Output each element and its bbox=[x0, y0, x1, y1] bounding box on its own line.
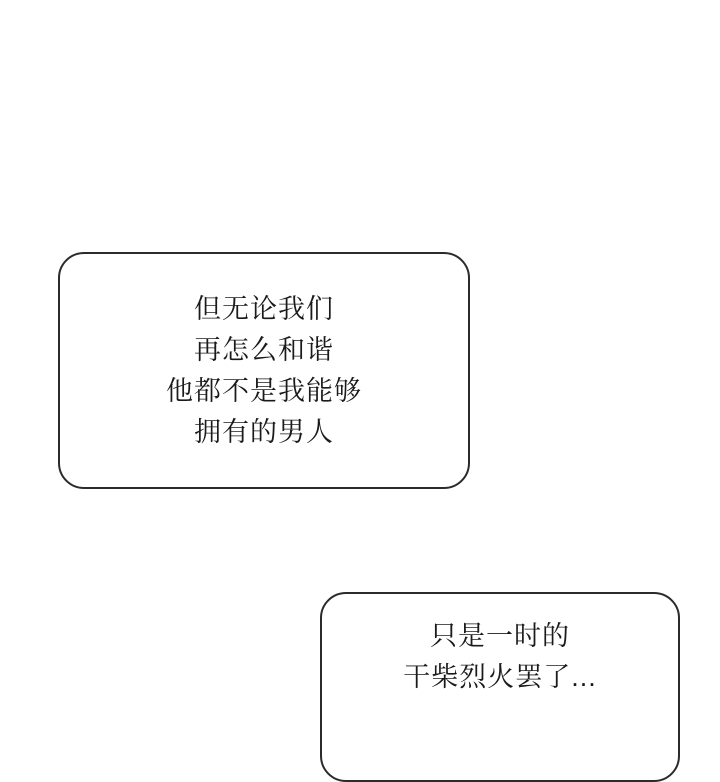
speech-bubble-2-line-1: 只是一时的 bbox=[429, 621, 570, 651]
speech-bubble-1-line-3: 他都不是我能够 bbox=[166, 375, 362, 406]
speech-bubble-1 bbox=[58, 252, 470, 489]
speech-bubble-1-line-4: 拥有的男人 bbox=[194, 416, 334, 447]
speech-bubble-1-line-1: 但无论我们 bbox=[194, 293, 334, 324]
speech-bubble-2-line-2: 干柴烈火罢了... bbox=[403, 662, 597, 692]
speech-bubble-1-line-2: 再怎么和谐 bbox=[194, 334, 334, 365]
speech-bubble-2-content bbox=[403, 594, 597, 780]
speech-bubble-2 bbox=[320, 592, 680, 782]
